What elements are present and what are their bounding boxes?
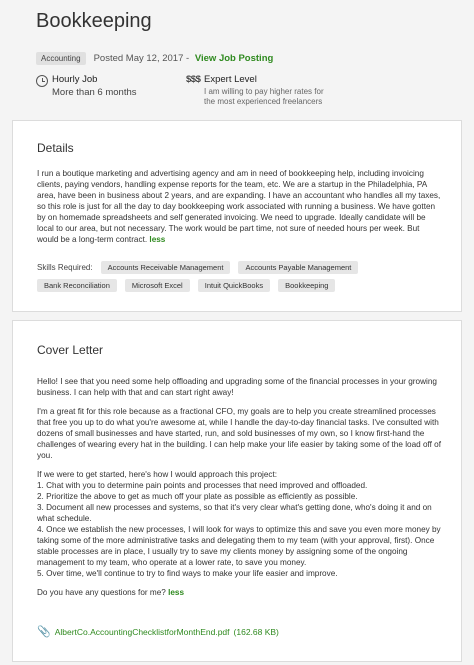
paperclip-icon: 📎 <box>37 626 51 638</box>
details-text <box>37 168 441 245</box>
cover-list-item: 2. Prioritize the above to get as much off your plate as possible as efficiently as possible. <box>37 492 358 501</box>
skill-tag[interactable]: Accounts Payable Management <box>238 261 358 274</box>
details-card <box>12 120 462 312</box>
job-meta <box>36 52 273 65</box>
skills-row-1 <box>37 261 441 274</box>
details-less-link[interactable]: less <box>149 235 166 244</box>
cover-letter-card <box>12 320 462 662</box>
details-body: I run a boutique marketing and advertising agency and am in need of bookkeeping help, including invoicing clients, paying vendors, handling expense reports for the team, etc. We are a startup in the Philadelphia, PA area, have been in business about 2 years, and are expanding. I have an accountant who handles all my taxes, so this role is just for all the day to day bookkeeping work associated with running a business. We have gotten by on homemade spreadsheets and self generated invoicing. We need to upgrade. Ideally candidate will be local to our area, but not necessary. The work would be part time, not sure of needed hours per week. But would be a long-term contract. <box>37 169 441 244</box>
attachment-link[interactable]: AlbertCo.AccountingChecklistforMonthEnd.pdf <box>54 626 230 637</box>
skill-tag[interactable]: Bookkeeping <box>278 279 335 292</box>
experience-level-title: Expert Level <box>204 74 257 85</box>
details-heading: Details <box>37 141 74 155</box>
job-type <box>36 74 137 98</box>
posted-text: Posted May 12, 2017 - <box>93 53 190 64</box>
cover-list-item: 4. Once we establish the new processes, I will look for ways to optimize this and save you even more money by taking some of the more administrative tasks and delegating them to my team (with your approval, first). Once stable processes are in place, I usually try to save my clients money by assigning some of the ongoing management to my team, who operate at a lower rate, to save you money. <box>37 525 441 567</box>
experience-level-desc: I am willing to pay higher rates for the most experienced freelancers <box>204 87 324 106</box>
attachment-size: (162.68 KB) <box>233 626 279 637</box>
cover-less-link[interactable]: less <box>168 588 185 597</box>
view-job-posting-link[interactable]: View Job Posting <box>194 53 274 64</box>
cover-paragraph: If we were to get started, here's how I would approach this project: <box>37 470 278 479</box>
job-type-title: Hourly Job <box>52 74 98 85</box>
cover-list-item: 3. Document all new processes and systems, so that it's very clear what's getting done, who's doing it and on what schedule. <box>37 503 432 523</box>
cover-list-item: 5. Over time, we'll continue to try to find ways to make your life easier and improve. <box>37 569 338 578</box>
cover-paragraph: Hello! I see that you need some help offloading and upgrading some of the financial processes in your growing business. I can help with that and can start right away! <box>37 377 437 397</box>
skill-tag[interactable]: Intuit QuickBooks <box>198 279 270 292</box>
cover-letter-text <box>37 376 441 606</box>
attachment[interactable] <box>37 625 279 638</box>
page-title: Bookkeeping <box>36 10 152 32</box>
cover-letter-heading: Cover Letter <box>37 343 104 357</box>
job-duration: More than 6 months <box>52 87 137 98</box>
clock-icon <box>36 75 48 87</box>
cover-question-text: Do you have any questions for me? <box>37 588 166 597</box>
skill-tag[interactable]: Microsoft Excel <box>125 279 190 292</box>
experience-level <box>186 74 324 107</box>
skills-section <box>37 261 441 297</box>
cover-question <box>37 587 441 598</box>
category-tag[interactable]: Accounting <box>36 52 86 65</box>
skills-label: Skills Required: <box>37 263 93 272</box>
skill-tag[interactable]: Accounts Receivable Management <box>101 261 231 274</box>
posted-date <box>94 53 274 64</box>
skills-row-2 <box>37 279 441 292</box>
cover-list-item: 1. Chat with you to determine pain points and processes that need improved and offloaded. <box>37 481 368 490</box>
cover-paragraph: I'm a great fit for this role because as a fractional CFO, my goals are to help you create streamlined processes that free you up to do what you're awesome at, while I handle the day-to-day financial tasks. I've consulted with dozens of small businesses and have started, run, and sold businesses of my own, so I know first-hand the challenges of wearing every hat in the building. I can help make your life easier by taking some of the load off of you. <box>37 407 442 460</box>
skill-tag[interactable]: Bank Reconciliation <box>37 279 117 292</box>
dollar-icon: $$$ <box>186 74 201 85</box>
